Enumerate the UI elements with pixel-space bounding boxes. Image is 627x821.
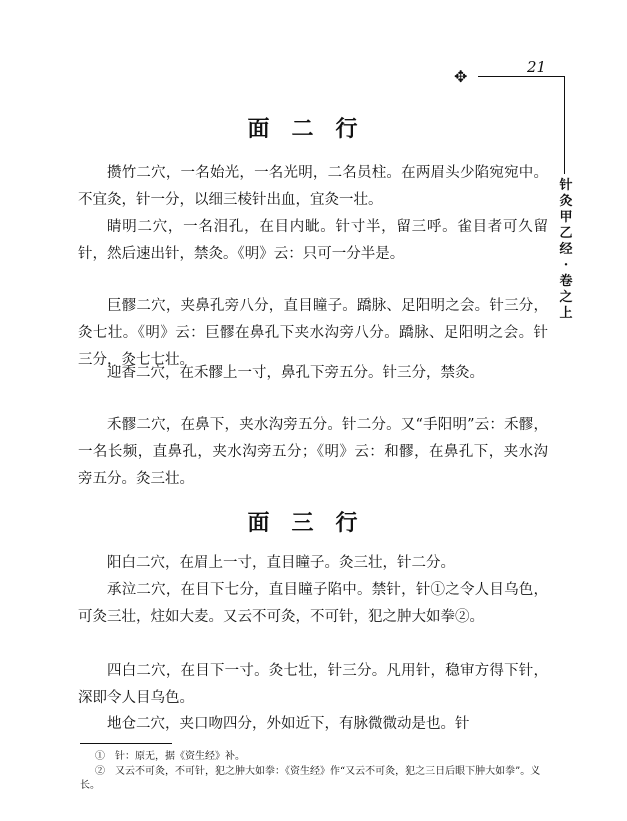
paragraph: 四白二穴，在目下一寸。灸七壮，针三分。凡用针，稳审方得下针，深即令人目乌色。 bbox=[78, 663, 548, 706]
footnote: ① 针：原无，据《资生经》补。 bbox=[95, 751, 245, 762]
paragraph: 阳白二穴，在眉上一寸，直目瞳子。灸三壮，针二分。 bbox=[107, 555, 455, 571]
running-title bbox=[555, 178, 577, 322]
running-title-char: 卷 bbox=[559, 274, 573, 289]
paragraph: 睛明二穴，一名泪孔，在目内眦。针寸半，留三呼。雀目者可久留针，然后速出针，禁灸。《明》云：只可一分半是。 bbox=[78, 219, 548, 262]
footnote-rule bbox=[80, 743, 172, 744]
footnote: ② 又云不可灸，不可针，犯之肿大如拳：《资生经》作“又云不可灸，犯之三日后眼下肿大如拳”。义长。 bbox=[80, 766, 541, 791]
paragraph: 攒竹二穴，一名始光，一名光明，二名员柱。在两眉头少陷宛宛中。不宜灸，针一分，以细三棱针出血，宜灸一壮。 bbox=[78, 165, 548, 208]
section-title: 面三行 bbox=[247, 510, 380, 536]
running-title-char: 上 bbox=[559, 306, 573, 321]
paragraph: 禾髎二穴，在鼻下，夹水沟旁五分。针二分。又“手阳明”云：禾髎，一名长频，直鼻孔，夹水沟旁五分；《明》云：和髎，在鼻孔下，夹水沟旁五分。灸三壮。 bbox=[78, 417, 548, 487]
running-title-char: 乙 bbox=[559, 226, 573, 241]
running-title-char: 经 bbox=[559, 242, 573, 257]
running-title-char: · bbox=[563, 258, 569, 273]
header-rule bbox=[478, 76, 564, 77]
paragraph: 迎香二穴，在禾髎上一寸，鼻孔下旁五分。针三分，禁灸。 bbox=[107, 365, 484, 381]
running-title-char: 灸 bbox=[559, 194, 573, 209]
ornament-icon: ✥ bbox=[454, 67, 468, 86]
page-number: 21 bbox=[527, 58, 547, 76]
section-title: 面二行 bbox=[247, 116, 380, 142]
running-title-char: 之 bbox=[559, 290, 573, 305]
running-title-char: 针 bbox=[559, 178, 573, 193]
paragraph: 承泣二穴，在目下七分，直目瞳子陷中。禁针，针①之令人目乌色，可灸三壮，炷如大麦。又云不可灸，不可针，犯之肿大如拳②。 bbox=[78, 582, 548, 625]
paragraph: 巨髎二穴，夹鼻孔旁八分，直目瞳子。蹻脉、足阳明之会。针三分，灸七壮。《明》云：巨髎在鼻孔下夹水沟旁八分。蹻脉、足阳明之会。针三分，灸七七壮。 bbox=[78, 298, 548, 368]
running-title-char: 甲 bbox=[559, 210, 573, 225]
paragraph: 地仓二穴，夹口吻四分，外如近下，有脉微微动是也。针 bbox=[107, 716, 470, 732]
